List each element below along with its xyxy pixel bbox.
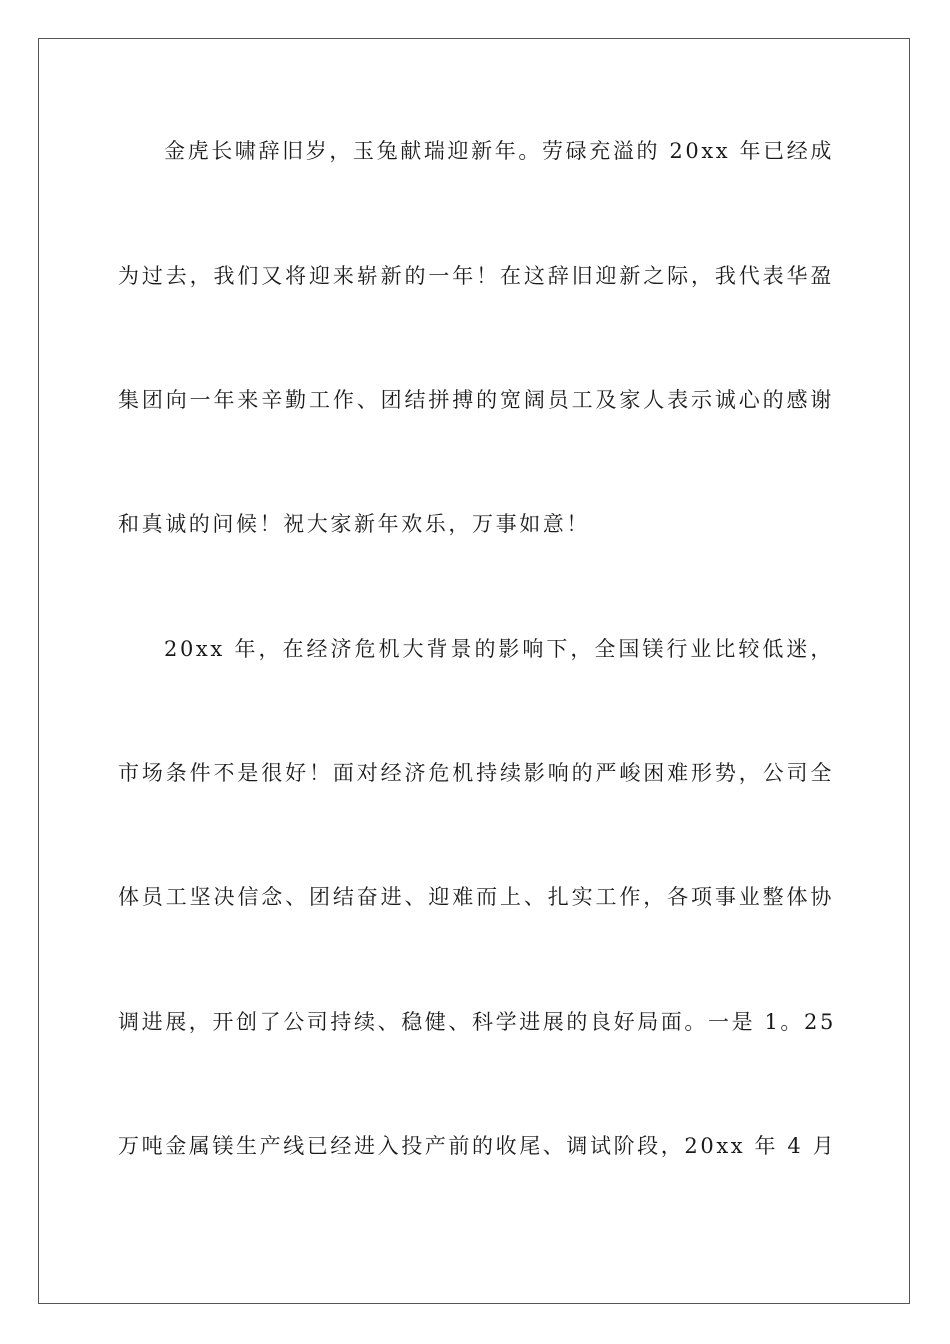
paragraph-2-line-3: 体员工坚决信念、团结奋进、迎难而上、扎实工作，各项事业整体协 — [118, 885, 834, 909]
paragraph-2-line-4: 调进展，开创了公司持续、稳健、科学进展的良好局面。一是 1。25 — [118, 1010, 836, 1034]
paragraph-2-line-2: 市场条件不是很好！面对经济危机持续影响的严峻困难形势，公司全 — [118, 761, 834, 785]
paragraph-2-line-1: 20xx 年，在经济危机大背景的影响下，全国镁行业比较低迷， — [164, 637, 834, 661]
paragraph-1-line-2: 为过去，我们又将迎来崭新的一年！在这辞旧迎新之际，我代表华盈 — [118, 264, 834, 288]
page-border — [38, 38, 910, 1304]
paragraph-1-line-3: 集团向一年来辛勤工作、团结拼搏的宽阔员工及家人表示诚心的感谢 — [118, 388, 834, 412]
paragraph-2-line-5: 万吨金属镁生产线已经进入投产前的收尾、调试阶段，20xx 年 4 月 — [118, 1134, 837, 1158]
paragraph-1-line-1: 金虎长啸辞旧岁，玉兔献瑞迎新年。劳碌充溢的 20xx 年已经成 — [164, 139, 834, 163]
paragraph-1-line-4: 和真诚的问候！祝大家新年欢乐，万事如意！ — [118, 512, 590, 536]
